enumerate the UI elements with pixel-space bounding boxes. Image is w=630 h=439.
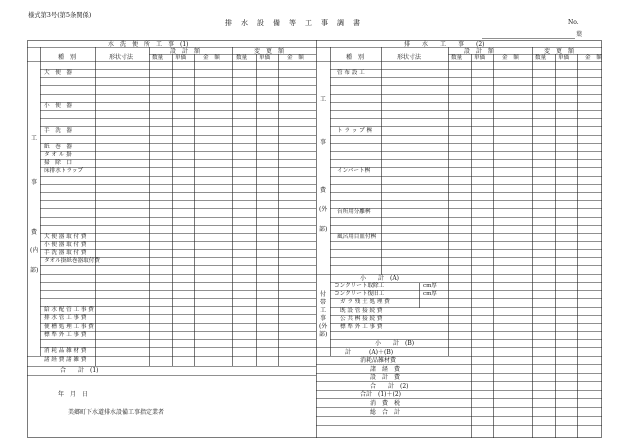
left-amount-2: 金 額 xyxy=(287,55,304,61)
right-change-amount: 変 更 額 xyxy=(544,48,575,55)
right-side-label-2: 事 xyxy=(319,139,326,146)
summary-row: 消 費 税 xyxy=(370,400,401,407)
left-item-label: 手 洗 器 xyxy=(44,128,72,134)
sum-ab-label: 計 (A)＋(B) xyxy=(345,349,394,356)
left-misc-item: 消 耗 品 雑 材 費 xyxy=(44,348,87,354)
right-attached-item: 標 準 外 工 事 費 xyxy=(340,324,383,330)
left-work-item: 便 槽 処 理 工 事 費 xyxy=(44,324,94,330)
left-design-amount: 設 計 額 xyxy=(170,48,201,55)
right-price-2: 単価 xyxy=(558,55,570,61)
summary-row: 合計 (1)＋(2) xyxy=(360,391,401,398)
right-side-label-5: 部) xyxy=(319,226,328,233)
right-price-1: 単価 xyxy=(474,55,486,61)
left-side-label-5: 部) xyxy=(30,267,39,274)
left-side-label-4: (内 xyxy=(30,247,39,254)
left-side-label-1: 工 xyxy=(30,135,37,142)
right-attached-label-4: 事 xyxy=(319,315,326,322)
left-price-1: 単価 xyxy=(175,55,187,61)
right-attached-label-3: 工 xyxy=(319,307,326,314)
left-side-label-3: 費 xyxy=(30,229,37,236)
summary-row: 合 計 (2) xyxy=(370,383,409,390)
left-work-item: 排 水 管 工 事 費 xyxy=(44,315,87,321)
right-attached-item: 既 設 管 接 続 費 xyxy=(340,308,383,314)
right-section-title: 排 水 工 事 (2) xyxy=(404,40,485,48)
right-item-label: ト ラ ッ プ 桝 xyxy=(337,128,373,134)
date-label: 年 月 日 xyxy=(58,391,89,398)
page-title: 排 水 設 備 等 工 事 調 書 xyxy=(225,19,361,27)
left-total-label: 合 計 (1) xyxy=(60,367,99,374)
right-subtotal-a: 小 計 (A) xyxy=(360,275,400,282)
right-subtotal-b: 小 計 (B) xyxy=(375,340,415,347)
left-work-item: 標 準 外 工 事 費 xyxy=(44,332,87,338)
left-item-label: 大 便 器 xyxy=(44,70,72,76)
left-col-size: 形状寸法 xyxy=(109,54,134,61)
left-item-label: 紙 巻 器 xyxy=(44,144,72,150)
right-qty-1: 数量 xyxy=(451,55,463,61)
right-attached-label-6: 部) xyxy=(319,331,328,338)
left-qty-1: 数量 xyxy=(152,55,164,61)
left-install-item: 大 便 器 取 付 費 xyxy=(44,234,87,240)
concrete-restore-label: コンクリート復旧工 xyxy=(334,291,385,297)
right-item-label: 台所用分離桝 xyxy=(337,209,371,215)
contractor-label: 美郷町下水道排水設備工事指定業者 xyxy=(68,409,165,416)
right-attached-item: 公 共 桝 接 続 費 xyxy=(340,316,383,322)
left-item-label: 床排水トラップ xyxy=(44,168,84,174)
left-section-title: 水 洗 便 所 工 事 (1) xyxy=(108,40,189,48)
left-amount-1: 金 額 xyxy=(203,55,220,61)
left-item-label: 掃 除 口 xyxy=(44,160,72,166)
summary-row: 設 計 費 xyxy=(370,374,401,381)
number-label: No. xyxy=(568,19,579,26)
right-col-size: 形状寸法 xyxy=(397,54,422,61)
sheet-label: 葉 xyxy=(576,31,583,38)
right-attached-label-5: (外 xyxy=(319,323,328,330)
right-item-label: インバート桝 xyxy=(337,168,371,174)
form-number: 様式第3号(第5条関係) xyxy=(28,12,92,19)
concrete-remove-label: コンクリート取除工 xyxy=(334,283,385,289)
right-col-type: 種 別 xyxy=(346,54,365,61)
left-work-item: 給 水 配 管 工 事 費 xyxy=(44,307,94,313)
left-install-item: 小 便 器 取 付 費 xyxy=(44,242,87,248)
left-install-item: タオル掛紙巻器取付費 xyxy=(44,258,100,264)
concrete-restore-unit: cm厚 xyxy=(423,291,438,297)
right-attached-label-1: 付 xyxy=(319,291,326,298)
right-attached-item: ガ ラ 残 土 処 理 費 xyxy=(340,299,390,305)
right-side-label-1: 工 xyxy=(319,96,326,103)
summary-row: 消耗品雑材費 xyxy=(360,357,397,364)
concrete-remove-unit: cm厚 xyxy=(423,283,438,289)
left-misc-item: 諸 経 費 諸 雑 費 xyxy=(44,357,87,363)
left-price-2: 単価 xyxy=(259,55,271,61)
left-side-label-2: 事 xyxy=(30,179,37,186)
left-col-type: 種 別 xyxy=(58,54,77,61)
right-attached-label-2: 帯 xyxy=(319,299,326,306)
left-install-item: 手 洗 器 取 付 費 xyxy=(44,250,87,256)
left-item-label: タ オ ル 掛 xyxy=(44,152,72,158)
left-qty-2: 数量 xyxy=(236,55,248,61)
summary-row: 諸 経 費 xyxy=(370,366,401,373)
right-item-label: 管 布 設 工 xyxy=(337,70,365,76)
left-change-amount: 変 更 額 xyxy=(254,48,285,55)
right-side-label-3: 費 xyxy=(319,187,326,194)
left-item-label: 小 便 器 xyxy=(44,103,72,109)
right-side-label-4: (外 xyxy=(319,206,328,213)
right-design-amount: 設 計 額 xyxy=(464,48,495,55)
summary-row: 総 合 計 xyxy=(370,409,401,416)
right-amount-2: 金 額 xyxy=(585,55,602,61)
right-item-label: 風呂用目皿付桝 xyxy=(337,234,377,240)
right-amount-1: 金 額 xyxy=(502,55,519,61)
right-qty-2: 数量 xyxy=(535,55,547,61)
